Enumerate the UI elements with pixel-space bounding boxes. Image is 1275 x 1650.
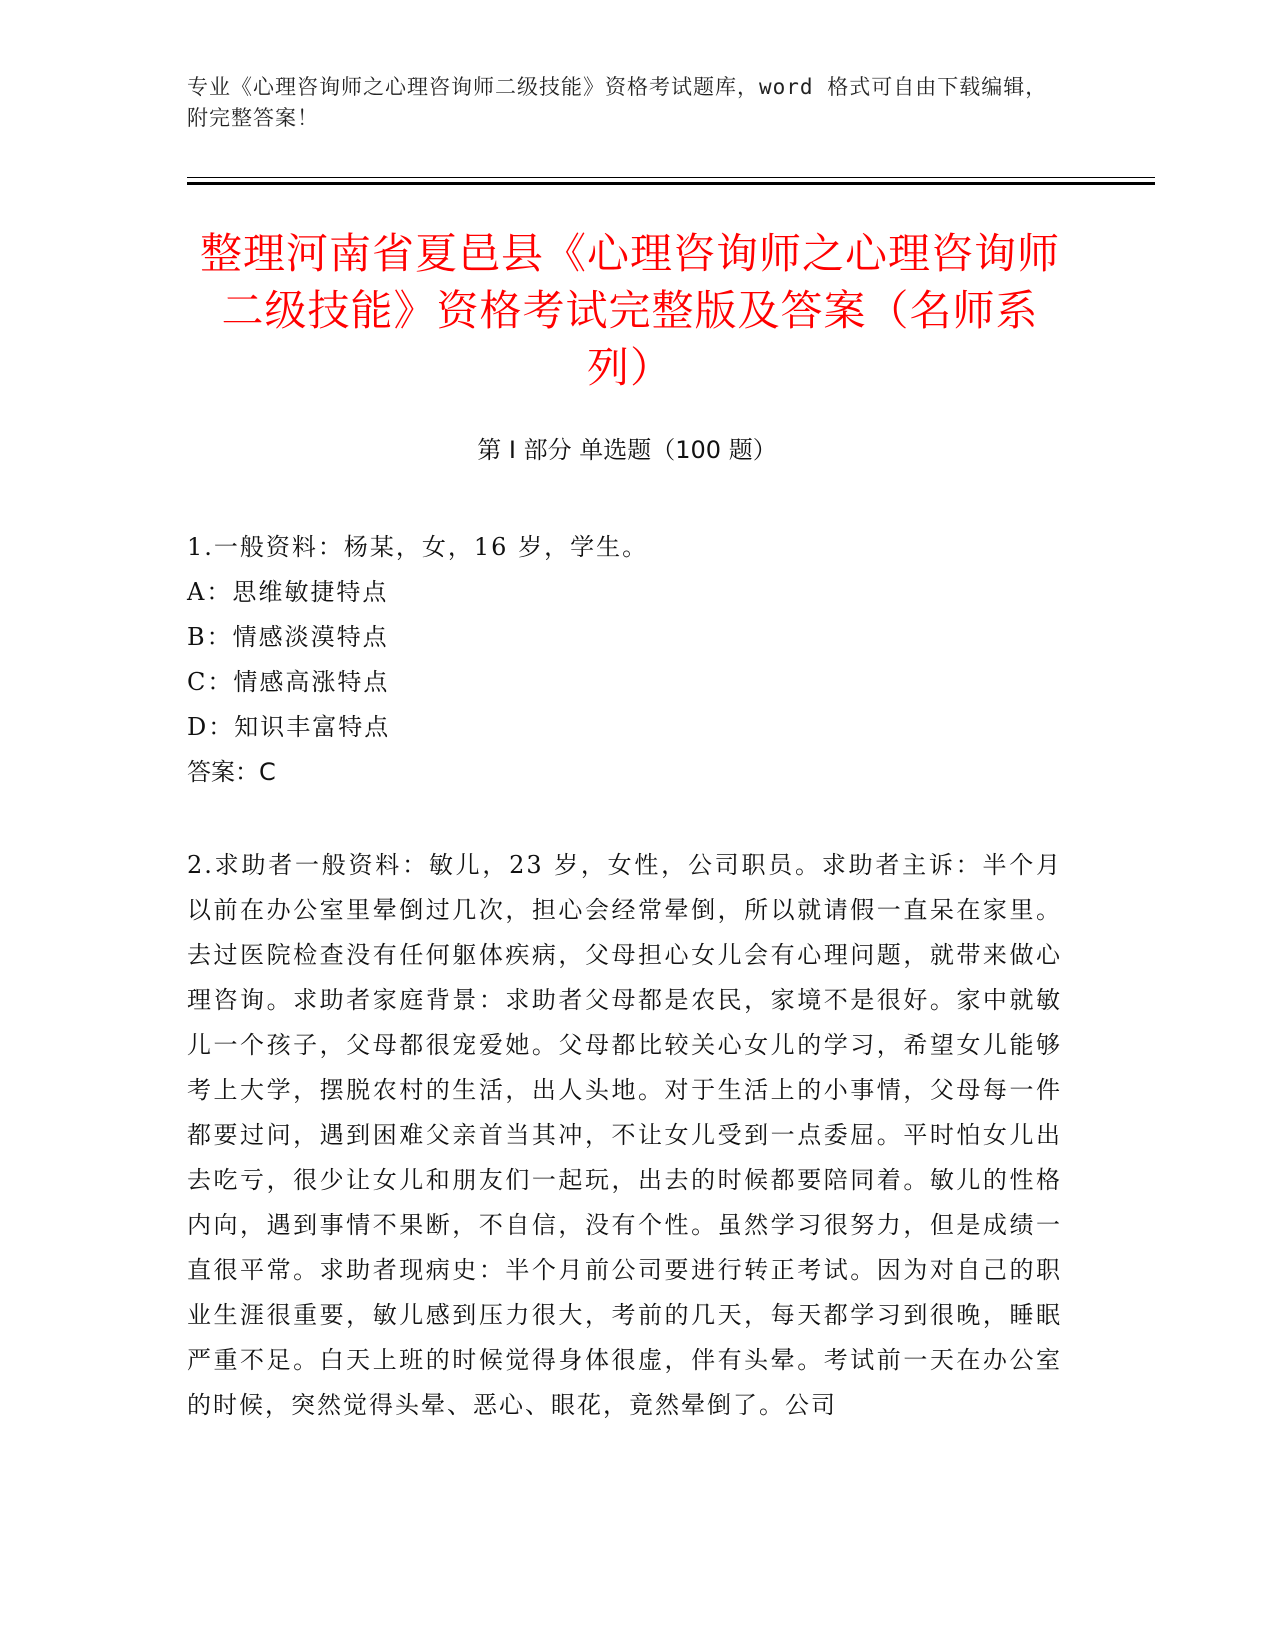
section-heading: 第 I 部分 单选题（100 题） [477,436,777,464]
header-note: 专业《心理咨询师之心理咨询师二级技能》资格考试题库，word 格式可自由下载编辑，附完整答案！ [187,75,1048,130]
answer-label: 答案：C [187,758,276,786]
question-1 [187,525,1067,795]
option-b: B：情感淡漠特点 [187,623,389,651]
option-d: D：知识丰富特点 [187,713,391,741]
question-2-stem: 2.求助者一般资料：敏儿，23 岁，女性，公司职员。求助者主诉：半个月以前在办公室里晕倒过几次，担心会经常晕倒，所以就请假一直呆在家里。去过医院检查没有任何躯体疾病，父母担心女儿会有心理问题，就带来做心理咨询。求助者家庭背景：求助者父母都是农民，家境不是很好。家中就敏儿一个孩子，父母都很宠爱她。父母都比较关心女儿的学习，希望女儿能够考上大学，摆脱农村的生活，出人头地。对于生活上的小事情，父母每一件都要过问，遇到困难父亲首当其冲，不让女儿受到一点委屈。平时怕女儿出去吃亏，很少让女儿和朋友们一起玩，出去的时候都要陪同着。敏儿的性格内向，遇到事情不果断，不自信，没有个性。虽然学习很努力，但是成绩一直很平常。求助者现病史：半个月前公司要进行转正考试。因为对自己的职业生涯很重要，敏儿感到压力很大，考前的几天，每天都学习到很晚，睡眠严重不足。白天上班的时候觉得身体很虚，伴有头晕。考试前一天在办公室的时候，突然觉得头晕、恶心、眼花，竟然晕倒了。公司 [187,851,1062,1419]
question-stem: 1.一般资料：杨某，女，16 岁，学生。 [187,533,649,561]
document-title: 整理河南省夏邑县《心理咨询师之心理咨询师二级技能》资格考试完整版及答案（名师系列） [199,229,1060,392]
option-c: C：情感高涨特点 [187,668,390,696]
header-divider-thin [187,177,1155,178]
option-a: A：思维敏捷特点 [187,578,389,606]
header-divider-thick [187,182,1155,185]
